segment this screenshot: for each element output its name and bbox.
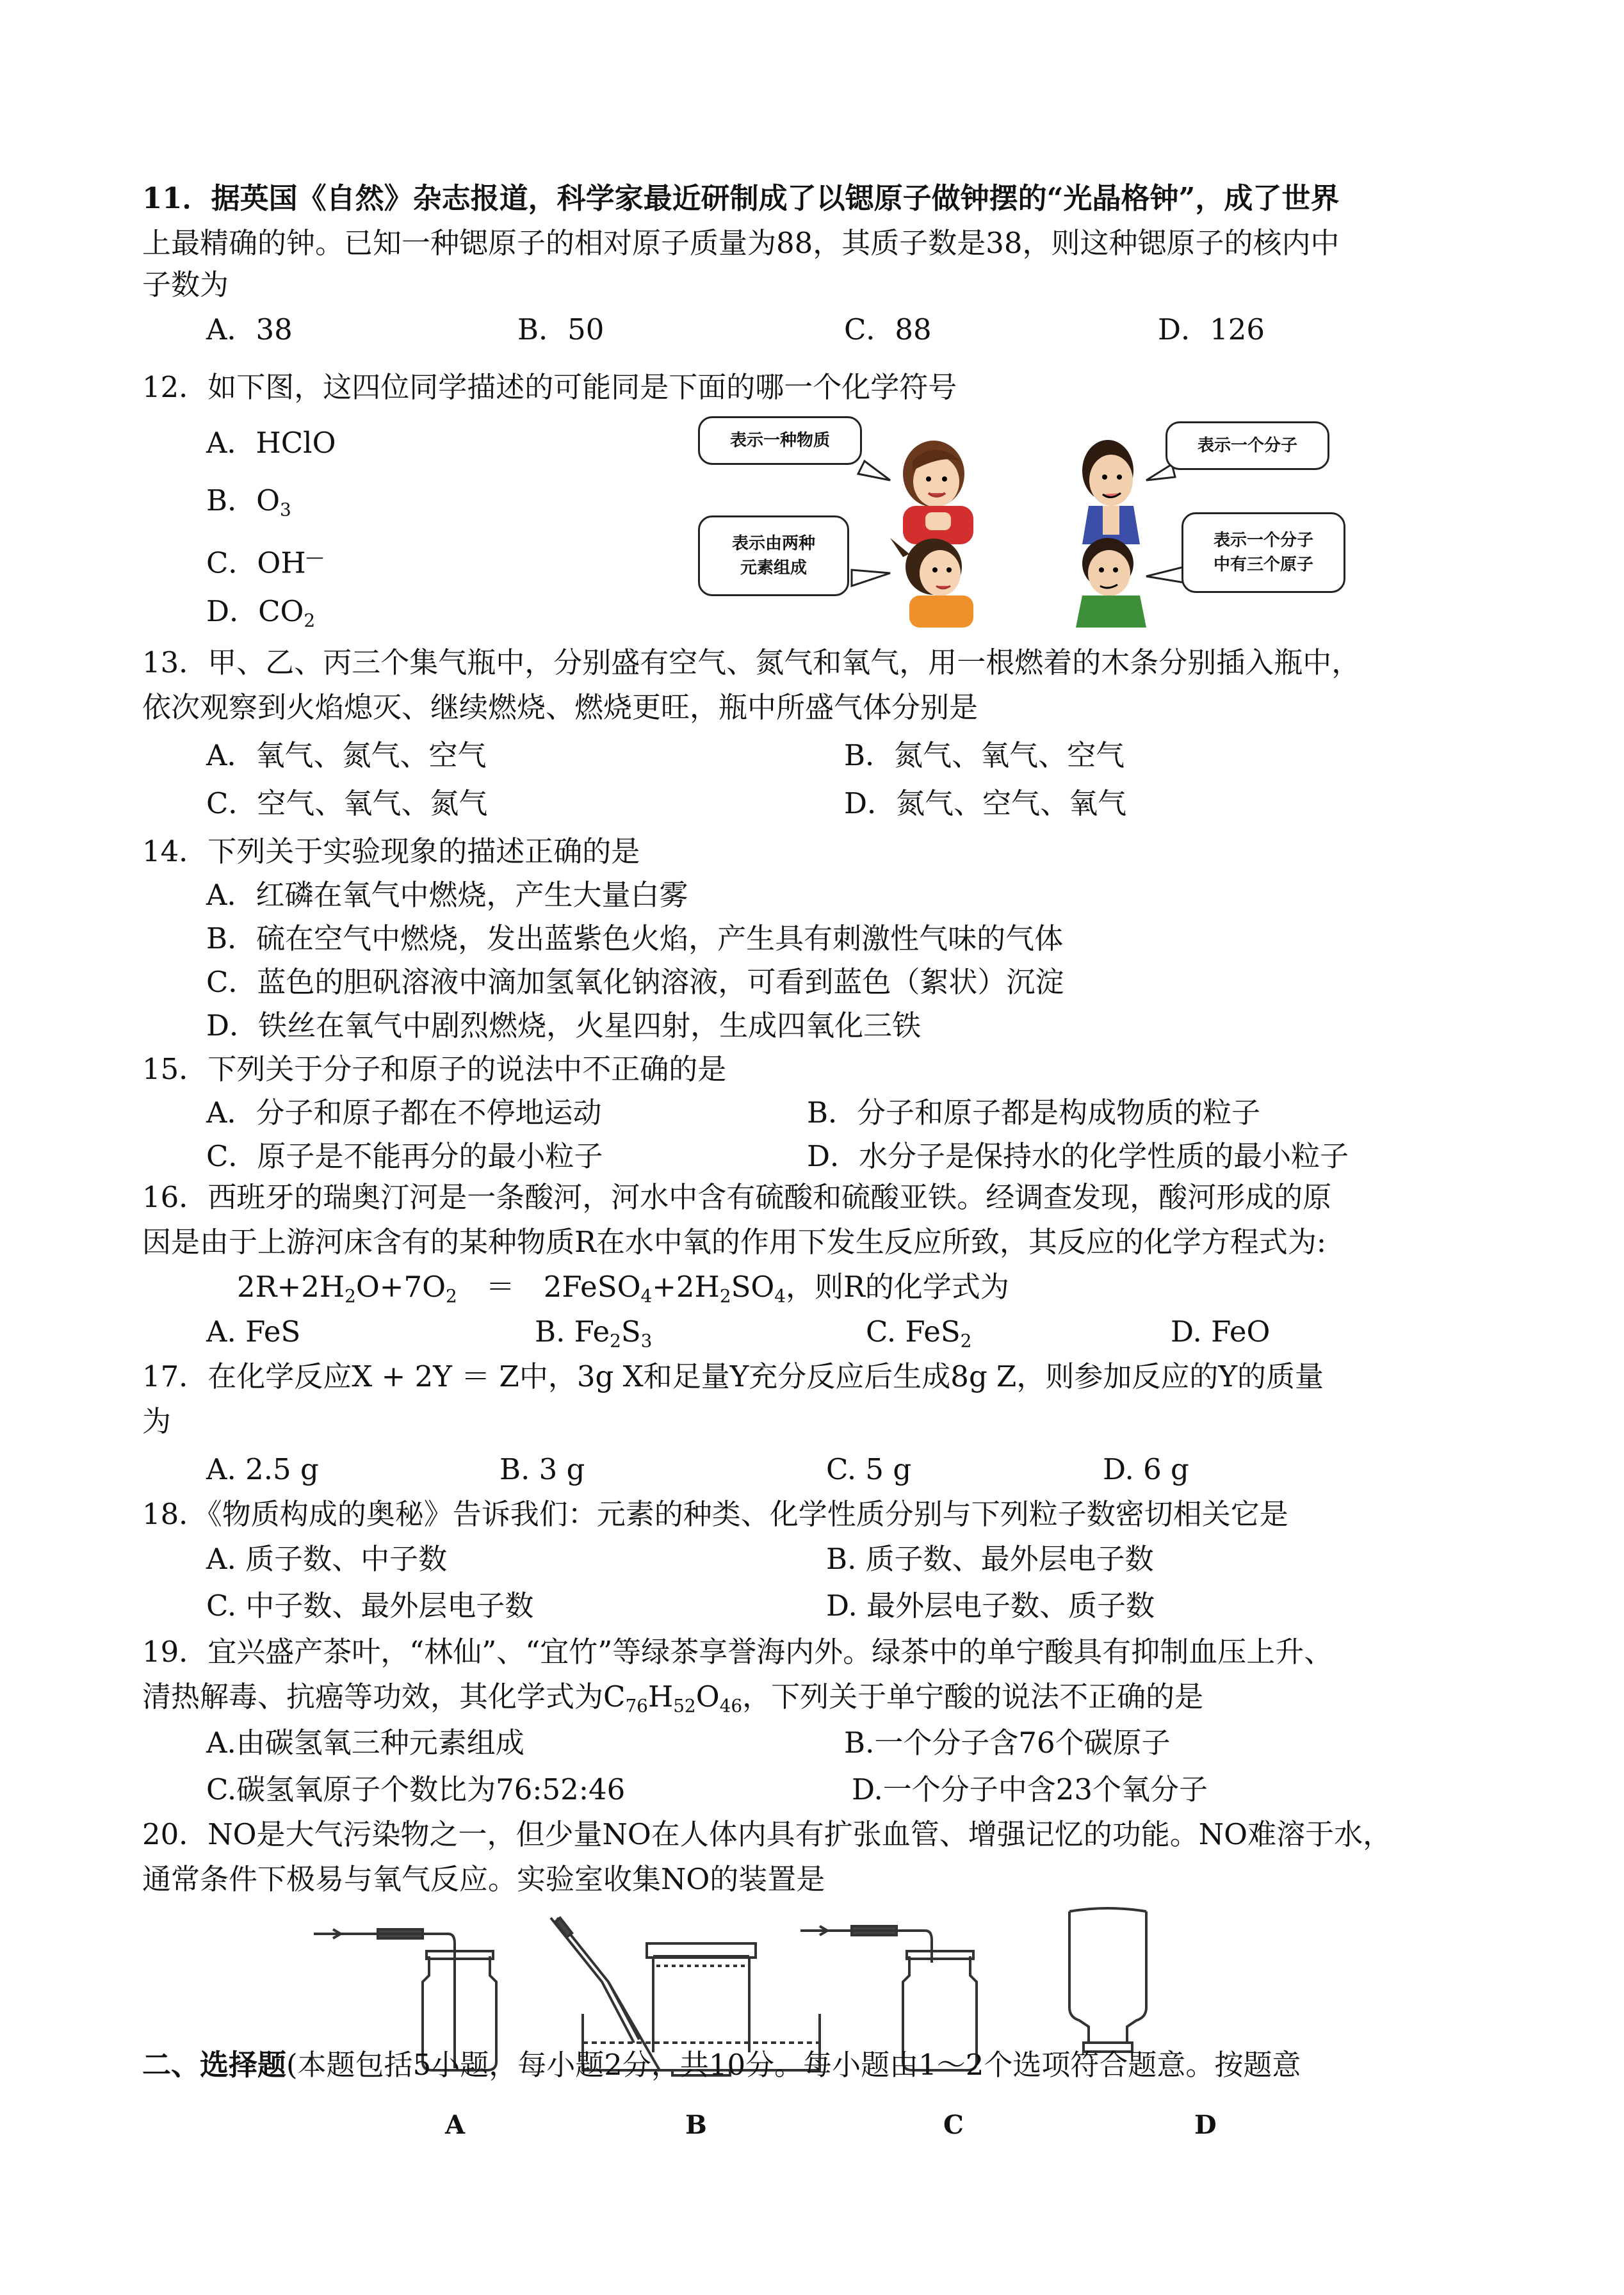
q16-line1: 16．西班牙的瑞奥汀河是一条酸河，河水中含有硫酸和硫酸亚铁。经调查发现，酸河形成的原 (142, 1180, 1332, 1214)
q17-line2: 为 (142, 1404, 172, 1438)
q17-option-a: A. 2.5 g (206, 1452, 319, 1486)
section2-heading: 二、选择题(本题包括5小题，每小题2分，共10分。每小题由1～2个选项符合题意。按题意 (142, 2048, 1301, 2082)
apparatus-label-d: D (1194, 2110, 1217, 2140)
q16-equation: $2R+2H_2O+7O_2$ ＝ $2FeSO_4+2H_2SO_4$，则R的化学式为 (237, 1270, 1009, 1307)
q11-option-d: D．126 (1158, 312, 1265, 346)
apparatus-figure (301, 1905, 1300, 2148)
q18-option-d: D. 最外层电子数、质子数 (826, 1589, 1155, 1623)
q14-option-c: C．蓝色的胆矾溶液中滴加氢氧化钠溶液，可看到蓝色（絮状）沉淀 (206, 965, 1064, 999)
student-4 (1076, 538, 1146, 628)
q11-option-a: A．38 (206, 312, 293, 346)
apparatus-label-a: A (445, 2110, 466, 2140)
q15-stem: 15．下列关于分子和原子的说法中不正确的是 (142, 1052, 727, 1086)
q13-line2: 依次观察到火焰熄灭、继续燃烧、燃烧更旺，瓶中所盛气体分别是 (142, 690, 978, 724)
q17-line1: 17．在化学反应X + 2Y ＝ Z中，3g X和足量Y充分反应后生成8g Z，则参加反应的Y的质量 (142, 1359, 1324, 1393)
q20-line1: 20．NO是大气污染物之一，但少量NO在人体内具有扩张血管、增强记忆的功能。NO难溶于水， (142, 1817, 1392, 1851)
apparatus-label-b: B (685, 2110, 707, 2140)
q11-option-b: B．50 (517, 312, 605, 346)
q19-option-d: D.一个分子中含23个氧分子 (852, 1772, 1208, 1806)
q12-option-a: A．HClO (206, 426, 336, 460)
q13-option-c: C．空气、氧气、氮气 (206, 786, 488, 820)
apparatus-d (1069, 1908, 1146, 2052)
q16-line2: 因是由于上游河床含有的某种物质R在水中氧的作用下发生反应所致，其反应的化学方程式为: (142, 1225, 1327, 1259)
q15-option-b: B．分子和原子都是构成物质的粒子 (807, 1096, 1261, 1130)
bubble-one-molecule: 表示一个分子 (1165, 421, 1329, 470)
q12-option-c: C．OH— (206, 546, 324, 580)
q19-option-a: A.由碳氢氧三种元素组成 (206, 1726, 524, 1760)
student-2 (1082, 440, 1140, 544)
q13-option-b: B．氮气、氧气、空气 (844, 738, 1125, 772)
student-1 (903, 441, 973, 544)
bubble-two-elements: 表示由两种 元素组成 (698, 515, 849, 596)
q15-option-a: A．分子和原子都在不停地运动 (206, 1096, 602, 1130)
q14-stem: 14．下列关于实验现象的描述正确的是 (142, 834, 640, 868)
bubble-one-substance: 表示一种物质 (698, 416, 862, 465)
q11-option-c: C．88 (844, 312, 932, 346)
q14-option-d: D．铁丝在氧气中剧烈燃烧，火星四射，生成四氧化三铁 (206, 1009, 922, 1042)
q12-option-d: D．$CO_2$ (206, 594, 316, 631)
q12-stem: 12．如下图，这四位同学描述的可能同是下面的哪一个化学符号 (142, 370, 957, 404)
q19-option-b: B.一个分子含76个碳原子 (844, 1726, 1171, 1760)
q16-option-c: C. FeS$_2$ (866, 1315, 972, 1352)
q18-stem: 18．《物质构成的奥秘》告诉我们：元素的种类、化学性质分别与下列粒子数密切相关它是 (142, 1497, 1288, 1531)
q12-option-b: B．$O_3$ (206, 483, 291, 521)
students-figure (698, 410, 1383, 628)
q19-option-c: C.碳氢氧原子个数比为76:52:46 (206, 1772, 626, 1806)
q16-option-d: D. FeO (1171, 1315, 1271, 1349)
bubble-three-atoms: 表示一个分子 中有三个原子 (1181, 512, 1345, 593)
q18-option-c: C. 中子数、最外层电子数 (206, 1589, 534, 1623)
q15-option-d: D．水分子是保持水的化学性质的最小粒子 (807, 1139, 1349, 1173)
q13-line1: 13．甲、乙、丙三个集气瓶中，分别盛有空气、氮气和氧气，用一根燃着的木条分别插入瓶中， (142, 645, 1361, 679)
q14-option-b: B．硫在空气中燃烧，发出蓝紫色火焰，产生具有刺激性气味的气体 (206, 921, 1064, 955)
q13-option-d: D．氮气、空气、氧气 (844, 786, 1127, 820)
q17-option-d: D. 6 g (1103, 1452, 1189, 1486)
q17-option-b: B. 3 g (499, 1452, 585, 1486)
q20-line2: 通常条件下极易与氧气反应。实验室收集NO的装置是 (142, 1862, 825, 1896)
apparatus-label-c: C (943, 2110, 964, 2140)
q18-option-a: A. 质子数、中子数 (206, 1542, 448, 1576)
q13-option-a: A．氧气、氮气、空气 (206, 738, 487, 772)
q18-option-b: B. 质子数、最外层电子数 (826, 1542, 1154, 1576)
q17-option-c: C. 5 g (826, 1452, 912, 1486)
q15-option-c: C．原子是不能再分的最小粒子 (206, 1139, 603, 1173)
q16-option-a: A. FeS (206, 1315, 301, 1349)
student-3 (890, 538, 973, 628)
q11-line2: 上最精确的钟。已知一种锶原子的相对原子质量为88，其质子数是38，则这种锶原子的核内中 (142, 226, 1340, 260)
q11-line1: 11．据英国《自然》杂志报道，科学家最近研制成了以锶原子做钟摆的“光晶格钟”，成了世界 (142, 181, 1340, 215)
q14-option-a: A．红磷在氧气中燃烧，产生大量白雾 (206, 878, 688, 912)
q11-line3: 子数为 (142, 268, 229, 302)
q16-option-b: B. $Fe_2S_3$ (535, 1315, 653, 1352)
q19-line1: 19．宜兴盛产茶叶，“林仙”、“宜竹”等绿茶享誉海内外。绿茶中的单宁酸具有抑制血压上升、 (142, 1635, 1333, 1669)
q19-line2: 清热解毒、抗癌等功效，其化学式为$C_{76}H_{52}O_{46}$，下列关于单宁酸的说法不正确的是 (142, 1680, 1204, 1717)
